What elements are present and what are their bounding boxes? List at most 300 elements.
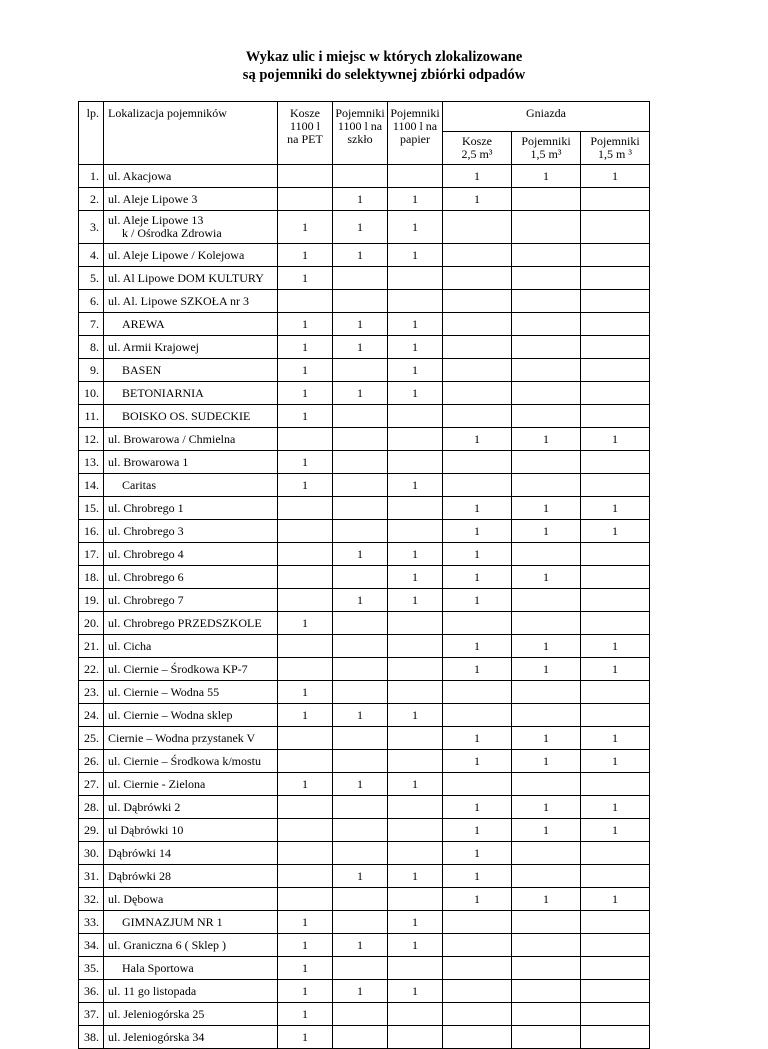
row-number: 29.: [79, 819, 104, 842]
location-name: ul. Aleje Lipowe / Kolejowa: [104, 244, 278, 267]
count-cell-papier: [388, 957, 443, 980]
count-cell-szklo: 1: [333, 934, 388, 957]
count-cell-g-poj1: 1: [512, 727, 581, 750]
count-cell-g-kosze: [443, 980, 512, 1003]
count-cell-g-poj2: [581, 773, 650, 796]
count-cell-szklo: 1: [333, 188, 388, 211]
count-cell-g-poj1: 1: [512, 520, 581, 543]
count-cell-pet: [278, 428, 333, 451]
count-cell-pet: [278, 888, 333, 911]
count-cell-g-kosze: 1: [443, 635, 512, 658]
count-cell-szklo: 1: [333, 244, 388, 267]
header-papier-line: 1100 l na: [392, 119, 438, 133]
count-cell-g-kosze: [443, 359, 512, 382]
count-cell-g-kosze: 1: [443, 888, 512, 911]
count-cell-szklo: [333, 957, 388, 980]
count-cell-pet: [278, 727, 333, 750]
row-number: 30.: [79, 842, 104, 865]
count-cell-g-poj1: [512, 1003, 581, 1026]
count-cell-g-poj1: [512, 1026, 581, 1049]
count-cell-g-poj1: [512, 704, 581, 727]
location-name-line: ul. Aleje Lipowe 13: [108, 213, 204, 227]
table-row: [79, 635, 650, 658]
table-row: [79, 359, 650, 382]
location-name: ul. Ciernie - Zielona: [104, 773, 278, 796]
count-cell-pet: 1: [278, 336, 333, 359]
table-row: [79, 451, 650, 474]
count-cell-g-poj1: [512, 934, 581, 957]
count-cell-papier: [388, 612, 443, 635]
count-cell-g-poj2: [581, 842, 650, 865]
count-cell-g-kosze: 1: [443, 497, 512, 520]
count-cell-g-kosze: [443, 957, 512, 980]
count-cell-szklo: [333, 497, 388, 520]
row-number: 33.: [79, 911, 104, 934]
table-row: [79, 911, 650, 934]
count-cell-g-kosze: 1: [443, 842, 512, 865]
count-cell-g-poj2: [581, 911, 650, 934]
table-row: [79, 405, 650, 428]
count-cell-g-kosze: [443, 681, 512, 704]
count-cell-papier: 1: [388, 934, 443, 957]
count-cell-g-poj2: 1: [581, 520, 650, 543]
count-cell-pet: [278, 188, 333, 211]
count-cell-pet: 1: [278, 382, 333, 405]
count-cell-g-poj2: [581, 313, 650, 336]
count-cell-g-poj1: [512, 589, 581, 612]
header-g-poj2-line: 1,5 m ³: [598, 147, 632, 161]
header-kosze-pet: [278, 102, 333, 165]
count-cell-pet: 1: [278, 681, 333, 704]
location-name: ul. Ciernie – Wodna sklep: [104, 704, 278, 727]
location-name: Caritas: [104, 474, 278, 497]
count-cell-pet: 1: [278, 980, 333, 1003]
count-cell-papier: 1: [388, 980, 443, 1003]
count-cell-szklo: 1: [333, 980, 388, 1003]
row-number: 12.: [79, 428, 104, 451]
count-cell-g-kosze: 1: [443, 796, 512, 819]
row-number: 15.: [79, 497, 104, 520]
count-cell-g-kosze: [443, 911, 512, 934]
count-cell-pet: 1: [278, 1003, 333, 1026]
count-cell-g-poj1: [512, 911, 581, 934]
location-name: ul. Chrobrego 7: [104, 589, 278, 612]
count-cell-papier: 1: [388, 911, 443, 934]
count-cell-papier: [388, 750, 443, 773]
location-name: ul. Al Lipowe DOM KULTURY: [104, 267, 278, 290]
location-name: ul. Browarowa / Chmielna: [104, 428, 278, 451]
count-cell-szklo: [333, 1003, 388, 1026]
location-name: ul. Chrobrego 3: [104, 520, 278, 543]
header-pojemniki-szklo: [333, 102, 388, 165]
count-cell-pet: 1: [278, 405, 333, 428]
header-g-kosze-line: Kosze: [462, 134, 492, 148]
count-cell-pet: 1: [278, 211, 333, 244]
row-number: 38.: [79, 1026, 104, 1049]
count-cell-g-poj1: 1: [512, 566, 581, 589]
count-cell-pet: [278, 497, 333, 520]
count-cell-g-poj1: [512, 451, 581, 474]
count-cell-pet: [278, 842, 333, 865]
row-number: 4.: [79, 244, 104, 267]
count-cell-pet: [278, 865, 333, 888]
count-cell-pet: [278, 589, 333, 612]
count-cell-szklo: [333, 612, 388, 635]
count-cell-g-poj2: [581, 957, 650, 980]
table-row: [79, 865, 650, 888]
count-cell-szklo: [333, 520, 388, 543]
table-row: [79, 704, 650, 727]
count-cell-g-kosze: [443, 267, 512, 290]
header-papier-line: Pojemniki: [390, 106, 440, 120]
count-cell-g-kosze: 1: [443, 543, 512, 566]
count-cell-g-poj2: [581, 474, 650, 497]
table-row: [79, 497, 650, 520]
count-cell-g-poj1: [512, 313, 581, 336]
header-g-pojemniki-1: [512, 132, 581, 165]
count-cell-papier: 1: [388, 382, 443, 405]
table-row: [79, 188, 650, 211]
count-cell-papier: 1: [388, 336, 443, 359]
row-number: 20.: [79, 612, 104, 635]
count-cell-papier: [388, 405, 443, 428]
location-name: ul. Al. Lipowe SZKOŁA nr 3: [104, 290, 278, 313]
count-cell-papier: [388, 428, 443, 451]
row-number: 31.: [79, 865, 104, 888]
count-cell-g-poj2: 1: [581, 497, 650, 520]
count-cell-g-kosze: [443, 290, 512, 313]
count-cell-szklo: [333, 451, 388, 474]
row-number: 1.: [79, 165, 104, 188]
count-cell-g-poj1: [512, 359, 581, 382]
table-row: [79, 382, 650, 405]
count-cell-g-kosze: [443, 474, 512, 497]
document-title-line-1: Wykaz ulic i miejsc w których zlokalizowane: [245, 49, 523, 65]
header-gniazda: Gniazda: [443, 102, 650, 132]
count-cell-szklo: 1: [333, 543, 388, 566]
count-cell-pet: [278, 658, 333, 681]
count-cell-papier: 1: [388, 704, 443, 727]
count-cell-g-poj2: [581, 211, 650, 244]
header-papier-line: papier: [400, 132, 430, 146]
count-cell-g-poj2: 1: [581, 635, 650, 658]
location-name: ul. Chrobrego 1: [104, 497, 278, 520]
count-cell-pet: 1: [278, 612, 333, 635]
count-cell-g-poj2: [581, 244, 650, 267]
table-row: [79, 267, 650, 290]
location-name: Dąbrówki 28: [104, 865, 278, 888]
count-cell-pet: 1: [278, 911, 333, 934]
count-cell-pet: 1: [278, 1026, 333, 1049]
header-g-pojemniki-2: [581, 132, 650, 165]
table-row: [79, 1026, 650, 1049]
count-cell-szklo: 1: [333, 773, 388, 796]
table-row: [79, 796, 650, 819]
row-number: 22.: [79, 658, 104, 681]
count-cell-pet: 1: [278, 244, 333, 267]
row-number: 23.: [79, 681, 104, 704]
count-cell-g-poj1: [512, 543, 581, 566]
count-cell-g-poj1: [512, 474, 581, 497]
location-name: BETONIARNIA: [104, 382, 278, 405]
location-name: Dąbrówki 14: [104, 842, 278, 865]
count-cell-szklo: [333, 635, 388, 658]
count-cell-g-poj2: [581, 451, 650, 474]
count-cell-papier: 1: [388, 244, 443, 267]
count-cell-pet: [278, 750, 333, 773]
count-cell-papier: 1: [388, 865, 443, 888]
table-row: [79, 957, 650, 980]
location-name: ul. Aleje Lipowe 3: [104, 188, 278, 211]
count-cell-g-poj2: [581, 382, 650, 405]
count-cell-szklo: 1: [333, 313, 388, 336]
count-cell-g-kosze: [443, 1026, 512, 1049]
row-number: 17.: [79, 543, 104, 566]
count-cell-g-poj2: 1: [581, 727, 650, 750]
location-name: ul. Cicha: [104, 635, 278, 658]
count-cell-szklo: [333, 750, 388, 773]
table-row: [79, 842, 650, 865]
header-g-poj2-line: Pojemniki: [590, 134, 640, 148]
location-name: [104, 211, 278, 244]
location-name: Hala Sportowa: [104, 957, 278, 980]
count-cell-g-poj2: [581, 980, 650, 1003]
count-cell-papier: [388, 681, 443, 704]
count-cell-g-poj2: 1: [581, 819, 650, 842]
table-row: [79, 658, 650, 681]
count-cell-szklo: [333, 290, 388, 313]
count-cell-g-poj1: [512, 336, 581, 359]
count-cell-papier: 1: [388, 211, 443, 244]
table-row: [79, 773, 650, 796]
count-cell-pet: 1: [278, 451, 333, 474]
count-cell-g-kosze: 1: [443, 658, 512, 681]
count-cell-pet: 1: [278, 934, 333, 957]
row-number: 14.: [79, 474, 104, 497]
count-cell-pet: [278, 796, 333, 819]
count-cell-g-poj1: [512, 612, 581, 635]
location-name: AREWA: [104, 313, 278, 336]
count-cell-papier: 1: [388, 313, 443, 336]
location-name: ul. Jeleniogórska 25: [104, 1003, 278, 1026]
header-kosze-pet-line: na PET: [287, 132, 323, 146]
count-cell-g-poj1: [512, 267, 581, 290]
header-g-poj1-line: Pojemniki: [521, 134, 571, 148]
row-number: 9.: [79, 359, 104, 382]
row-number: 2.: [79, 188, 104, 211]
row-number: 37.: [79, 1003, 104, 1026]
location-name-line: k / Ośrodka Zdrowia: [122, 226, 222, 240]
count-cell-g-poj1: 1: [512, 165, 581, 188]
location-name: ul. Ciernie – Środkowa KP-7: [104, 658, 278, 681]
count-cell-papier: 1: [388, 566, 443, 589]
count-cell-g-poj2: [581, 1003, 650, 1026]
count-cell-g-poj1: [512, 681, 581, 704]
count-cell-g-poj1: [512, 842, 581, 865]
count-cell-g-poj1: [512, 405, 581, 428]
count-cell-papier: 1: [388, 543, 443, 566]
count-cell-papier: [388, 1026, 443, 1049]
location-name: ul. Jeleniogórska 34: [104, 1026, 278, 1049]
count-cell-g-poj1: 1: [512, 819, 581, 842]
count-cell-pet: 1: [278, 957, 333, 980]
count-cell-g-poj2: [581, 336, 650, 359]
count-cell-szklo: [333, 165, 388, 188]
count-cell-g-kosze: 1: [443, 589, 512, 612]
count-cell-papier: 1: [388, 188, 443, 211]
count-cell-pet: [278, 165, 333, 188]
count-cell-g-poj1: [512, 244, 581, 267]
location-name: Ciernie – Wodna przystanek V: [104, 727, 278, 750]
row-number: 6.: [79, 290, 104, 313]
count-cell-papier: [388, 796, 443, 819]
row-number: 8.: [79, 336, 104, 359]
count-cell-g-poj2: [581, 934, 650, 957]
header-lp: lp.: [79, 102, 104, 165]
count-cell-szklo: [333, 1026, 388, 1049]
row-number: 26.: [79, 750, 104, 773]
row-number: 5.: [79, 267, 104, 290]
location-name: ul. Graniczna 6 ( Sklep ): [104, 934, 278, 957]
count-cell-papier: 1: [388, 359, 443, 382]
count-cell-papier: [388, 658, 443, 681]
count-cell-szklo: 1: [333, 865, 388, 888]
row-number: 27.: [79, 773, 104, 796]
location-name: ul. Chrobrego 6: [104, 566, 278, 589]
count-cell-papier: [388, 819, 443, 842]
count-cell-szklo: [333, 428, 388, 451]
table-row: [79, 474, 650, 497]
count-cell-g-poj1: 1: [512, 635, 581, 658]
row-number: 36.: [79, 980, 104, 1003]
location-name: ul Dąbrówki 10: [104, 819, 278, 842]
count-cell-g-poj2: [581, 1026, 650, 1049]
count-cell-g-kosze: 1: [443, 750, 512, 773]
location-name: BOISKO OS. SUDECKIE: [104, 405, 278, 428]
row-number: 32.: [79, 888, 104, 911]
count-cell-papier: [388, 888, 443, 911]
count-cell-papier: [388, 165, 443, 188]
count-cell-g-poj2: [581, 865, 650, 888]
count-cell-szklo: 1: [333, 336, 388, 359]
header-g-kosze: [443, 132, 512, 165]
count-cell-pet: [278, 819, 333, 842]
row-number: 28.: [79, 796, 104, 819]
count-cell-szklo: [333, 267, 388, 290]
location-name: ul. Dąbrówki 2: [104, 796, 278, 819]
location-name: ul. 11 go listopada: [104, 980, 278, 1003]
row-number: 18.: [79, 566, 104, 589]
table-row: [79, 612, 650, 635]
row-number: 13.: [79, 451, 104, 474]
count-cell-papier: 1: [388, 773, 443, 796]
header-g-poj1-line: 1,5 m³: [530, 147, 562, 161]
table-row: [79, 520, 650, 543]
count-cell-g-poj1: [512, 957, 581, 980]
count-cell-g-kosze: [443, 612, 512, 635]
table-row: [79, 1003, 650, 1026]
count-cell-papier: [388, 290, 443, 313]
count-cell-pet: 1: [278, 474, 333, 497]
count-cell-g-poj1: 1: [512, 796, 581, 819]
container-locations-table: [78, 101, 650, 1049]
count-cell-g-poj2: [581, 543, 650, 566]
table-row: [79, 934, 650, 957]
count-cell-g-poj1: [512, 865, 581, 888]
table-row: [79, 336, 650, 359]
count-cell-szklo: [333, 658, 388, 681]
table-row: [79, 165, 650, 188]
count-cell-g-poj1: [512, 290, 581, 313]
row-number: 34.: [79, 934, 104, 957]
row-number: 19.: [79, 589, 104, 612]
location-name: ul. Armii Krajowej: [104, 336, 278, 359]
count-cell-g-poj2: 1: [581, 428, 650, 451]
table-header-row: [79, 102, 650, 132]
header-pojemniki-papier: [388, 102, 443, 165]
count-cell-papier: [388, 267, 443, 290]
count-cell-papier: [388, 497, 443, 520]
count-cell-szklo: [333, 819, 388, 842]
count-cell-g-kosze: 1: [443, 727, 512, 750]
count-cell-szklo: [333, 842, 388, 865]
count-cell-g-kosze: [443, 773, 512, 796]
count-cell-pet: 1: [278, 267, 333, 290]
location-name: ul. Browarowa 1: [104, 451, 278, 474]
count-cell-g-kosze: 1: [443, 865, 512, 888]
count-cell-g-poj2: 1: [581, 658, 650, 681]
count-cell-g-poj2: [581, 405, 650, 428]
header-kosze-pet-line: 1100 l: [290, 119, 320, 133]
header-kosze-pet-line: Kosze: [290, 106, 320, 120]
count-cell-papier: [388, 727, 443, 750]
count-cell-g-kosze: [443, 211, 512, 244]
count-cell-g-poj1: [512, 382, 581, 405]
row-number: 3.: [79, 211, 104, 244]
count-cell-papier: [388, 842, 443, 865]
table-row: [79, 888, 650, 911]
count-cell-g-kosze: 1: [443, 566, 512, 589]
location-name: ul. Dębowa: [104, 888, 278, 911]
location-name: ul. Chrobrego PRZEDSZKOLE: [104, 612, 278, 635]
row-number: 11.: [79, 405, 104, 428]
count-cell-pet: [278, 543, 333, 566]
table-row: [79, 681, 650, 704]
count-cell-g-poj1: [512, 773, 581, 796]
row-number: 24.: [79, 704, 104, 727]
count-cell-papier: [388, 520, 443, 543]
row-number: 21.: [79, 635, 104, 658]
count-cell-g-poj1: 1: [512, 888, 581, 911]
count-cell-pet: [278, 566, 333, 589]
row-number: 7.: [79, 313, 104, 336]
row-number: 16.: [79, 520, 104, 543]
count-cell-papier: [388, 451, 443, 474]
location-name: ul. Chrobrego 4: [104, 543, 278, 566]
count-cell-g-kosze: [443, 704, 512, 727]
count-cell-g-poj2: 1: [581, 750, 650, 773]
count-cell-szklo: [333, 681, 388, 704]
count-cell-pet: [278, 635, 333, 658]
count-cell-g-poj2: [581, 188, 650, 211]
table-row: [79, 428, 650, 451]
table-row: [79, 980, 650, 1003]
document-title-line-2: są pojemniki do selektywnej zbiórki odpadów: [242, 67, 526, 83]
count-cell-g-kosze: [443, 451, 512, 474]
count-cell-g-kosze: 1: [443, 819, 512, 842]
count-cell-g-poj2: [581, 566, 650, 589]
count-cell-g-poj1: [512, 188, 581, 211]
